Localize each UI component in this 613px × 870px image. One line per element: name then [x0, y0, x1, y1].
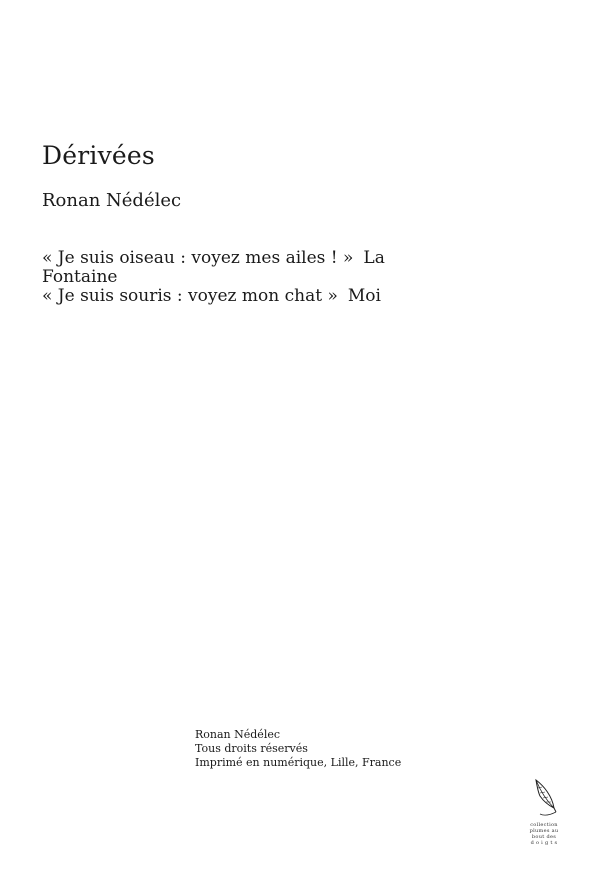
- epigraph-line-2: [42, 287, 402, 306]
- logo-text-3: bout des: [531, 834, 557, 840]
- epigraph-line-1: [42, 249, 402, 287]
- epigraph-quote-2: « Je suis souris : voyez mon chat »: [42, 286, 338, 306]
- imprint-block: [195, 728, 401, 770]
- imprint-author: Ronan Nédélec: [195, 728, 281, 741]
- logo-text-2: plumes au: [529, 828, 559, 834]
- logo-text-1: collection: [530, 822, 558, 828]
- epigraph: [42, 249, 402, 306]
- epigraph-quote-1: « Je suis oiseau : voyez mes ailes ! »: [42, 248, 354, 268]
- imprint-rights: Tous droits réservés: [195, 742, 308, 755]
- imprint-printed: Imprimé en numérique, Lille, France: [195, 756, 402, 769]
- logo-text-4: d o i g t s: [530, 840, 558, 846]
- logo-caption: [522, 822, 566, 846]
- quill-icon: [530, 778, 558, 820]
- epigraph-source-1: La Fontaine: [42, 248, 385, 287]
- book-title: Dérivées: [42, 141, 155, 170]
- author-name: Ronan Nédélec: [42, 190, 182, 211]
- collection-logo: [522, 778, 566, 850]
- epigraph-source-2: Moi: [347, 286, 381, 306]
